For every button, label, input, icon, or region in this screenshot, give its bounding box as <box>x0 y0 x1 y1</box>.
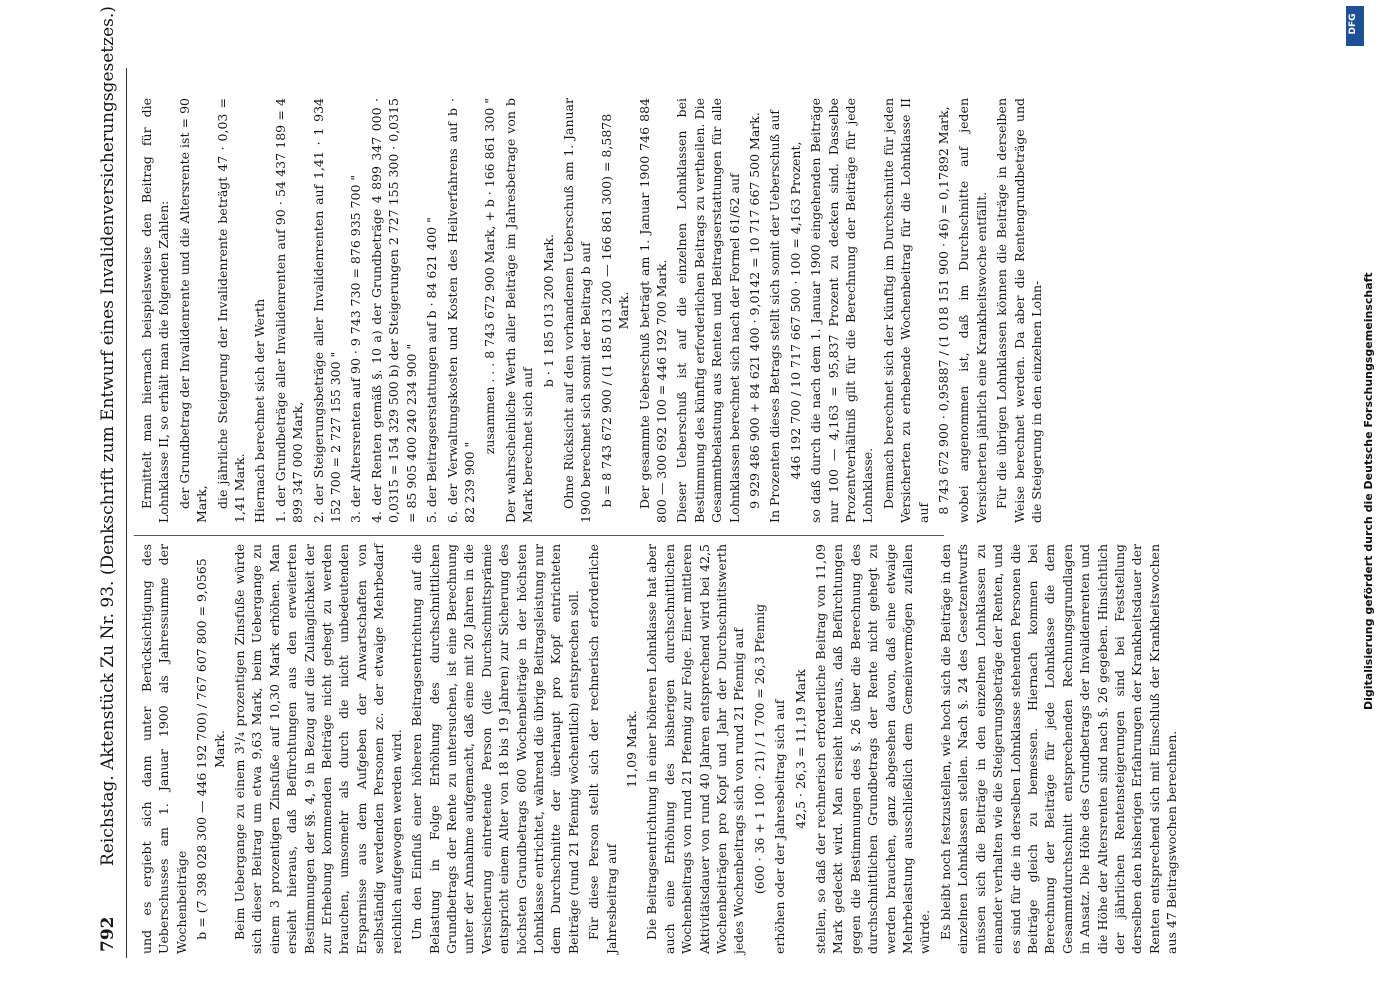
digitization-credit-text: Digitalisierung gefördert durch die Deutsche Forschungsgemeinschaft <box>1362 272 1375 710</box>
formula: 9 929 486 900 + 84 621 400 · 9,0142 = 10 717 667 500 Mark. <box>747 112 762 509</box>
list-item: 3. der Altersrenten auf 90 · 9 743 730 = 876 935 700 " <box>348 174 364 523</box>
sum-line: zusammen . . . 8 743 672 900 Mark, + b · 166 861 300 " <box>482 98 498 455</box>
paragraph: der Grundbetrag der Invalidenrente und die Altersrente ist = 90 Mark, <box>176 98 210 523</box>
paragraph: wobei angenommen ist, daß im Durchschnitte auf jeden Versicherten jährlich eine Krankheitswoche entfällt. <box>956 98 989 523</box>
rotated-page-content <box>88 6 1348 958</box>
paragraph: so daß durch die nach dem 1. Januar 1900 eingehenden Beiträge nur 100 — 4,163 = 95,837 Prozent zu decken sind. Dasselbe Prozentverhältniß gilt für die Berechnung der Beiträge für jede Lohnklasse. <box>808 98 876 523</box>
paragraph: Um den Einfluß einer höheren Beitragsentrichtung auf die Belastung in Folge Erhöhung des durchschnittlichen Grundbetrags der Rente zu untersuchen, ist eine Berechnung unter der Annahme aufgemacht, daß eine mit 20 Jahren in die Versicherung eintretende Person (die Durchschnittsprämie entspricht einem Alter von 18 bis 19 Jahren) zur Sicherung des höchsten Grundbetrags 600 Wochenbeiträge in der höchsten Lohnklasse entrichtet, während die übrige Beitragsleistung nur dem Durchschnitte der überhaupt pro Kopf entrichteten Beiträge (rund 21 Pfennig wöchentlich) entsprechen soll. <box>409 544 581 954</box>
paragraph: Für diese Person stellt sich der rechnerisch erforderliche Jahresbeitrag auf <box>586 544 619 954</box>
running-head: Reichstag. Aktenstück Zu Nr. 93. (Denkschrift zum Entwurf eines Invalidenversicherungsgesetzes.) <box>98 6 118 866</box>
digitization-credit <box>1340 10 1375 720</box>
right-column <box>138 98 1318 523</box>
paragraph: Es bleibt noch festzustellen, wie hoch sich die Beiträge in den einzelnen Lohnklassen stellen. Nach §. 24 des Gesetzentwurfs müssen sich die Beiträge in den einzelnen Lohnklassen zu einander verhalten wie die Steigerungsbeträge der Renten, und es sind für die in derselben Lohnklasse stehenden Personen die Beiträge gleich zu bemessen. Hiernach kommen bei Berechnung der Beiträge für jede Lohnklasse die dem Gesammtdurchschnitt entsprechenden Rechnungsgrundlagen in Ansatz. Die Höhe des Grundbetrags der Invalidenrenten und die Höhe der Altersrenten sind nach §. 26 gegeben. Hinsichtlich der jährlichen Rentensteigerungen sind bei Feststellung derselben den bisherigen Erfahrungen der Krankheitsdauer der Renten entsprechend sich mit Einschluß der Krankheitswochen aus 47 Beitragswochen berechnen. <box>937 544 1180 954</box>
list-item: 5. der Beitragserstattungen auf b · 84 621 400 " <box>424 217 440 523</box>
paragraph: erhöhen oder der Jahresbeitrag sich auf <box>772 699 788 954</box>
paragraph: Die Beitragsentrichtung in einer höheren Lohnklasse hat aber auch eine Erhöhung des bisherigen durchschnittlichen Wochenbeitrags von rund 21 Pfennig zur Folge. Einer mittleren Aktivitätsdauer von rund 40 Jahren entsprechend wird bei 42,5 Wochenbeiträgen pro Kopf und Jahr der Durchschnittswerth jedes Wochenbeitrags sich von rund 21 Pfennig auf <box>644 544 747 954</box>
formula: (600 · 36 + 1 100 · 21) / 1 700 = 26,3 Pfennig <box>751 603 767 895</box>
paragraph: Der gesammte Ueberschuß beträgt am 1. Januar 1900 746 884 800 — 300 692 100 = 446 192 700 Mark. <box>636 98 669 523</box>
list-item: 6. der Verwaltungskosten und Kosten des Heilverfahrens auf b · 82 239 900 " <box>444 98 477 523</box>
page-number: 792 <box>98 916 118 952</box>
paragraph: stellen, so daß der rechnerisch erforderliche Beitrag von 11,09 Mark gedeckt wird. Man ersieht hieraus, daß Befürchtungen gegen die Bestimmungen des §. 26 über die Berechnung des durchschnittlichen Grundbetrags der Rente nicht gehegt zu werden brauchen, ganz abgesehen davon, daß eine etwaige Mehrbelastung ausschließlich dem Gemeinvermögen zufallen würde. <box>813 544 933 954</box>
formula: 8 743 672 900 · 0,95887 / (1 018 151 900 · 46) = 0,17892 Mark, <box>936 106 952 515</box>
column-divider <box>134 535 944 536</box>
paragraph: Ermittelt man hiernach beispielsweise den Beitrag für die Lohnklasse II, so erhält man die folgenden Zahlen: <box>139 98 172 523</box>
page-header <box>88 6 127 958</box>
paragraph: In Prozenten dieses Betrags stellt sich somit der Ueberschuß auf <box>767 109 783 523</box>
left-column <box>138 544 1180 954</box>
list-item: 1. der Grundbeträge aller Invalidenrenten auf 90 · 54 437 189 = 4 899 347 000 Mark, <box>272 98 306 523</box>
paragraph: die jährliche Steigerung der Invalidenrente beträgt 47 · 0,03 = 1,41 Mark. <box>214 98 248 523</box>
paragraph: Ohne Rücksicht auf den vorhandenen Ueberschuß am 1. Januar 1900 berechnet sich somit der Beitrag b auf <box>560 98 594 523</box>
paragraph: Für die übrigen Lohnklassen können die Beiträge in derselben Weise berechnet werden. Da aber die Rentengrundbeträge und die Steigerung in den einzelnen Lohn- <box>994 98 1045 523</box>
formula: 42,5 · 26,3 = 11,19 Mark <box>792 669 808 829</box>
paragraph: und es ergiebt sich dann unter Berücksichtigung des Ueberschusses am 1. Januar 1900 als Jahressumme der Wochenbeiträge <box>139 544 189 954</box>
list-item: 4. der Renten gemäß §. 10 a) der Grundbeträge 4 899 347 000 · 0,0315 = 154 329 500 b) der Steigerungen 2 727 155 300 · 0,0315 = 85 905 400 240 234 900 " <box>368 98 419 523</box>
paragraph: Der wahrscheinliche Werth aller Beiträge im Jahresbetrage von b Mark berechnet sich auf <box>502 98 536 523</box>
paragraph: Dieser Ueberschuß ist auf die einzelnen Lohnklassen bei Bestimmung des künftig erforderlichen Beitrags zu vertheilen. Die Gesammtbelastung aus Renten und Beitragserstattungen für alle Lohnklassen berechnet sich nach der Formel 61/62 auf <box>674 98 742 523</box>
paragraph: Demnach berechnet sich der künftig im Durchschnitte für jeden Versicherten zu erhebende Wochenbeitrag für die Lohnklasse II auf <box>880 98 931 523</box>
formula: b = 8 743 672 900 / (1 185 013 200 — 166 861 300) = 8,5878 Mark. <box>598 113 632 508</box>
formula: 446 192 700 / 10 717 667 500 · 100 = 4,163 Prozent, <box>787 141 803 480</box>
list-item: 2. der Steigerungsbeträge aller Invalidenrenten auf 1,41 · 1 934 152 700 = 2 727 155 300 " <box>310 98 344 523</box>
formula: b = (7 398 028 300 — 446 192 700) / 767 607 800 = 9,0565 Mark. <box>194 558 227 940</box>
formula: b · 1 185 013 200 Mark. <box>540 233 556 388</box>
paragraph: Hiernach berechnet sich der Werth <box>252 298 268 523</box>
paragraph: Beim Uebergange zu einem 3¹/₄ prozentigen Zinsfuße würde sich dieser Beitrag um etwa 9,63 Mark, beim Uebergange zu einem 3 prozentigen Zinsfuße auf 10,30 Mark erhöhen. Man ersieht hieraus, daß Befürchtungen aus den erweiterten Bestimmungen der §§. 4, 9 in Bezug auf die Zulänglichkeit der zur Erhebung kommenden Beiträge nicht gehegt zu werden brauchen, umsomehr als durch die nicht unbedeutenden Ersparnisse aus dem Aufgeben der Anwartschaften von selbständig werdenden Personen zc. der etwaige Mehrbedarf reichlich aufgewogen werden wird. <box>232 544 404 954</box>
dfg-logo-text: DFG <box>1348 13 1358 35</box>
formula: 11,09 Mark. <box>623 710 639 788</box>
